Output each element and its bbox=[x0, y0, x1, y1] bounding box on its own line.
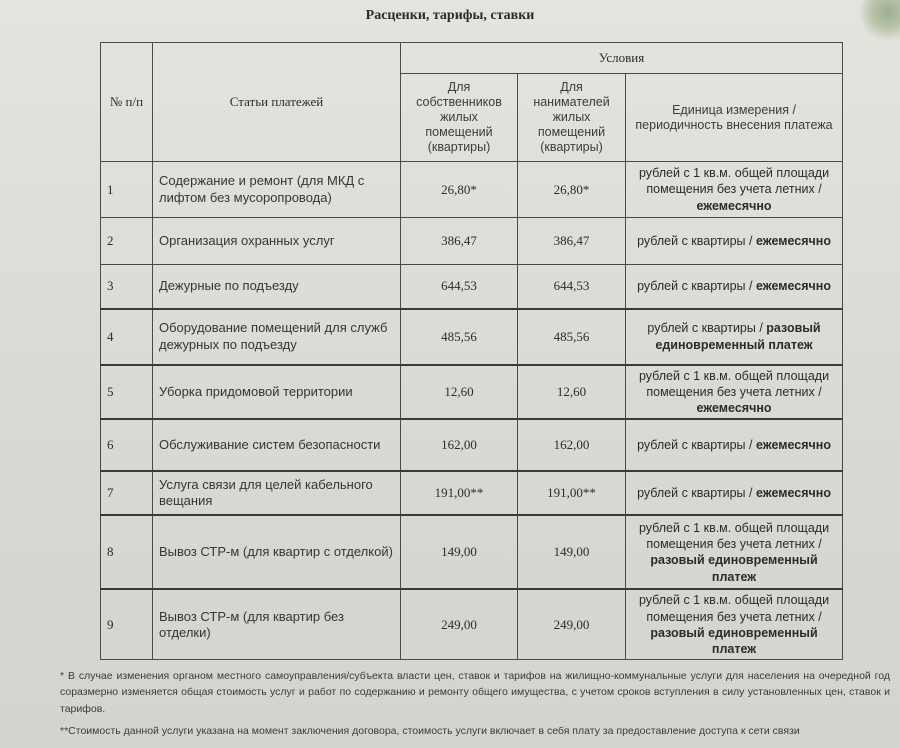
row-item: Содержание и ремонт (для МКД с лифтом без мусоропровода) bbox=[153, 162, 401, 218]
unit-period: разовый единовременный платеж bbox=[655, 321, 821, 352]
row-item: Дежурные по подъезду bbox=[153, 265, 401, 309]
row-owners-value: 162,00 bbox=[401, 419, 518, 471]
footnote-1: * В случае изменения органом местного самоуправления/субъекта власти цен, ставок и тарифов на жилищно-коммунальные услуги для населения на очередной год соразмерно изменяется общая стоимость услуг и работ по содержанию и ремонту общего имущества, с учетом сроков вступления в силу установленных цен, ставок и тарифов. bbox=[60, 670, 890, 715]
unit-period: ежемесячно bbox=[755, 279, 831, 294]
tariffs-table bbox=[100, 42, 843, 660]
row-owners-value: 26,80* bbox=[401, 162, 518, 218]
row-owners-value: 386,47 bbox=[401, 218, 518, 265]
unit-period: ежемесячно bbox=[696, 401, 772, 415]
row-tenants-value: 644,53 bbox=[518, 265, 626, 309]
header-conditions: Условия bbox=[401, 43, 843, 74]
row-tenants-value: 386,47 bbox=[518, 218, 626, 265]
row-unit bbox=[626, 309, 843, 365]
table-row bbox=[101, 515, 843, 589]
row-unit bbox=[626, 365, 843, 420]
unit-text: рублей с 1 кв.м. общей площади помещения без учета летних / bbox=[638, 368, 830, 399]
row-tenants-value: 162,00 bbox=[518, 419, 626, 471]
table-row bbox=[101, 265, 843, 309]
row-unit bbox=[626, 218, 843, 265]
unit-text: рублей с квартиры / bbox=[637, 438, 753, 453]
table-row bbox=[101, 162, 843, 218]
row-unit bbox=[626, 265, 843, 309]
table-row bbox=[101, 419, 843, 471]
row-number: 9 bbox=[101, 589, 153, 660]
header-number: № п/п bbox=[101, 43, 153, 162]
row-tenants-value: 191,00** bbox=[518, 471, 626, 515]
row-unit bbox=[626, 589, 843, 660]
table-row bbox=[101, 218, 843, 265]
row-item: Вывоз СТР-м (для квартир с отделкой) bbox=[153, 515, 401, 589]
unit-text: рублей с квартиры / bbox=[637, 279, 753, 294]
header-payment-items: Статьи платежей bbox=[153, 43, 401, 162]
row-number: 3 bbox=[101, 265, 153, 309]
table-row bbox=[101, 589, 843, 660]
row-number: 1 bbox=[101, 162, 153, 218]
document-title: Расценки, тарифы, ставки bbox=[365, 8, 535, 23]
footnote-2: **Стоимость данной услуги указана на момент заключения договора, стоимость услуги включает в себя плату за предоставление доступа к сети связи bbox=[60, 724, 800, 737]
row-item: Уборка придомовой территории bbox=[153, 365, 401, 420]
row-owners-value: 191,00** bbox=[401, 471, 518, 515]
unit-text: рублей с квартиры / bbox=[647, 321, 763, 336]
row-tenants-value: 12,60 bbox=[518, 365, 626, 420]
row-owners-value: 12,60 bbox=[401, 365, 518, 420]
unit-text: рублей с квартиры / bbox=[637, 486, 753, 501]
row-number: 6 bbox=[101, 419, 153, 471]
unit-period: ежемесячно bbox=[755, 438, 831, 453]
unit-text: рублей с квартиры / bbox=[637, 233, 753, 248]
table-row bbox=[101, 471, 843, 515]
row-number: 8 bbox=[101, 515, 153, 589]
row-owners-value: 149,00 bbox=[401, 515, 518, 589]
row-owners-value: 249,00 bbox=[401, 589, 518, 660]
row-item: Организация охранных услуг bbox=[153, 218, 401, 265]
row-tenants-value: 485,56 bbox=[518, 309, 626, 365]
table-row bbox=[101, 365, 843, 420]
row-item: Обслуживание систем безопасности bbox=[153, 419, 401, 471]
unit-text: рублей с 1 кв.м. общей площади помещения без учета летних / bbox=[638, 593, 830, 624]
row-owners-value: 485,56 bbox=[401, 309, 518, 365]
row-owners-value: 644,53 bbox=[401, 265, 518, 309]
row-item: Вывоз СТР-м (для квартир без отделки) bbox=[153, 589, 401, 660]
unit-period: ежемесячно bbox=[696, 198, 772, 213]
row-number: 2 bbox=[101, 218, 153, 265]
row-number: 7 bbox=[101, 471, 153, 515]
row-item: Оборудование помещений для служб дежурных по подъезду bbox=[153, 309, 401, 365]
header-unit: Единица измерения / периодичность внесения платежа bbox=[626, 74, 843, 162]
row-unit bbox=[626, 515, 843, 589]
table-row bbox=[101, 309, 843, 365]
row-tenants-value: 249,00 bbox=[518, 589, 626, 660]
unit-period: ежемесячно bbox=[755, 486, 831, 501]
row-number: 5 bbox=[101, 365, 153, 420]
row-unit bbox=[626, 471, 843, 515]
footnotes bbox=[60, 668, 890, 745]
header-owners: Для собственников жилых помещений (квартиры) bbox=[401, 74, 518, 162]
unit-text: рублей с 1 кв.м. общей площади помещения без учета летних / bbox=[638, 166, 830, 197]
header-tenants: Для нанимателей жилых помещений (квартиры) bbox=[518, 74, 626, 162]
row-unit bbox=[626, 419, 843, 471]
unit-period: разовый единовременный платеж bbox=[650, 553, 818, 584]
unit-text: рублей с 1 кв.м. общей площади помещения без учета летних / bbox=[638, 520, 830, 551]
row-tenants-value: 26,80* bbox=[518, 162, 626, 218]
row-item: Услуга связи для целей кабельного вещания bbox=[153, 471, 401, 515]
unit-period: разовый единовременный платеж bbox=[650, 625, 818, 656]
row-number: 4 bbox=[101, 309, 153, 365]
unit-period: ежемесячно bbox=[755, 233, 831, 248]
row-tenants-value: 149,00 bbox=[518, 515, 626, 589]
row-unit bbox=[626, 162, 843, 218]
